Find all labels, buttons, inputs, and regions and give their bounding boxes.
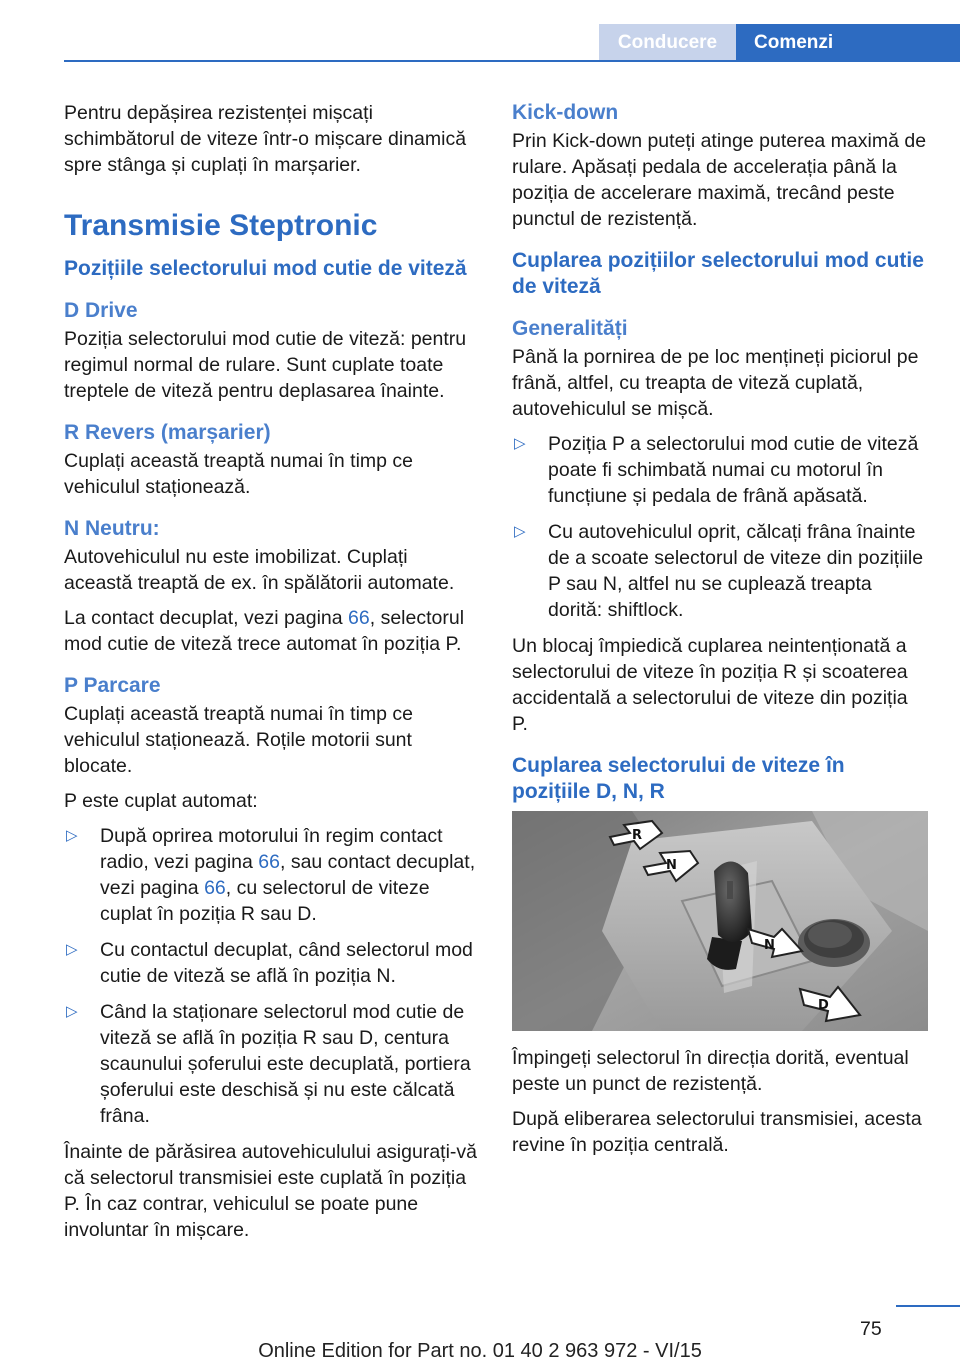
page-link-66[interactable]: 66 <box>348 607 370 629</box>
neutral-text-2: La contact decuplat, vezi pagina 66, selectorul mod cutie de viteză trece automat în poziția P. <box>64 607 465 655</box>
section-title: Transmisie Steptronic <box>64 209 378 242</box>
page-link-66[interactable]: 66 <box>204 877 226 899</box>
triangle-bullet-icon: ▷ <box>66 941 78 958</box>
neutral-text: Autovehiculul nu este imobilizat. Cuplați această treaptă de ex. în spălătorii automate. <box>64 546 455 594</box>
subsection-title: Pozițiile selectorului mod cutie de viteză <box>64 257 467 280</box>
left-column <box>64 100 480 1252</box>
page-number: 75 <box>860 1318 882 1340</box>
triangle-bullet-icon: ▷ <box>66 827 78 844</box>
cuplare-title: Cuplarea pozițiilor selectorului mod cutie de viteză <box>512 249 924 298</box>
after-image-text-2: După eliberarea selectorului transmisiei, acesta revine în poziția centrală. <box>512 1108 922 1156</box>
list-item: ▷ După oprirea motorului în regim contact radio, vezi pagina 66, sau contact decuplat, vezi pagina 66, cu selectorul de viteze cuplat în poziția R sau D. <box>66 825 476 925</box>
triangle-bullet-icon: ▷ <box>514 523 526 540</box>
general-heading: Generalități <box>512 317 628 340</box>
gear-selector-photo <box>512 811 928 1031</box>
tab-conducere[interactable]: Conducere <box>599 24 736 62</box>
after-image-text-1: Împingeți selectorul în direcția dorită, eventual peste un punct de rezistență. <box>512 1047 909 1095</box>
right-column <box>512 100 928 1167</box>
park-heading: P Parcare <box>64 674 161 697</box>
list-item: ▷ Cu contactul decuplat, când selectorul mod cutie de viteză se află în poziția N. <box>66 939 473 987</box>
kickdown-text: Prin Kick-down puteți atinge puterea maximă de rulare. Apăsați pedala de accelerația până la poziția de accelerare maximă, trecând peste punctul de rezistență. <box>512 130 927 230</box>
outro-paragraph: Înainte de părăsirea autovehiculului asigurați-vă că selectorul transmisiei este cuplată în poziția P. În caz contrar, vehiculul se poate pune involuntar în mișcare. <box>64 1141 478 1241</box>
arrow-n-top-label: N <box>666 858 677 873</box>
general-text: Până la pornirea de pe loc mențineți piciorul pe frână, altfel, cu treapta de viteză cuplată, autovehiculul se mișcă. <box>512 346 919 420</box>
park-conditions-list <box>64 823 480 1129</box>
list-item: ▷ Cu autovehiculul oprit, călcați frâna înainte de a scoate selectorul de viteze din pozițiile P sau N, altfel nu se cuplează treapta dorită: shiftlock. <box>514 521 924 621</box>
neutral-heading: N Neutru: <box>64 517 160 540</box>
triangle-bullet-icon: ▷ <box>66 1003 78 1020</box>
park-auto-text: P este cuplat automat: <box>64 790 258 812</box>
tab-comenzi[interactable]: Comenzi <box>736 24 960 62</box>
drive-text: Poziția selectorului mod cutie de viteză: pentru regimul normal de rulare. Sunt cuplate toate treptele de viteză pentru deplasarea înainte. <box>64 328 467 402</box>
park-text: Cuplați această treaptă numai în timp ce vehiculul staționează. Roțile motorii sunt blocate. <box>64 703 414 777</box>
selector-title: Cuplarea selectorului de viteze în pozițiile D, N, R <box>512 754 845 803</box>
page-link-66[interactable]: 66 <box>258 851 280 873</box>
triangle-bullet-icon: ▷ <box>514 435 526 452</box>
kickdown-heading: Kick-down <box>512 101 619 124</box>
arrow-d-label: D <box>818 998 829 1013</box>
list-item: ▷ Când la staționare selectorul mod cutie de viteză se află în poziția R sau D, centura scaunului șoferului este decuplată, portiera șoferului este deschisă și nu este călcată frâna. <box>66 1001 471 1127</box>
arrow-n-bottom-label: N <box>764 938 775 953</box>
blocaj-text: Un blocaj împiedică cuplarea neintenționată a selectorului de viteze în poziția R și scoaterea accidentală a selectorului de viteze din poziția P. <box>512 635 908 735</box>
reverse-text: Cuplați această treaptă numai în timp ce vehiculul staționează. <box>64 450 414 498</box>
general-list <box>512 431 928 623</box>
header-rule <box>64 60 960 62</box>
list-item: ▷ Poziția P a selectorului mod cutie de viteză poate fi schimbată numai cu motorul în funcțiune și pedala de frână apăsată. <box>514 433 919 507</box>
edition-footer: Online Edition for Part no. 01 40 2 963 972 - VI/15 <box>258 1340 702 1362</box>
reverse-heading: R Revers (marșarier) <box>64 421 271 444</box>
drive-heading: D Drive <box>64 299 138 322</box>
arrow-r-label: R <box>632 828 643 843</box>
footer-rule <box>896 1305 960 1307</box>
intro-paragraph: Pentru depășirea rezistenței mișcați schimbătorul de viteze într-o mișcare dinamică spre stânga și cuplați în marșarier. <box>64 102 467 176</box>
